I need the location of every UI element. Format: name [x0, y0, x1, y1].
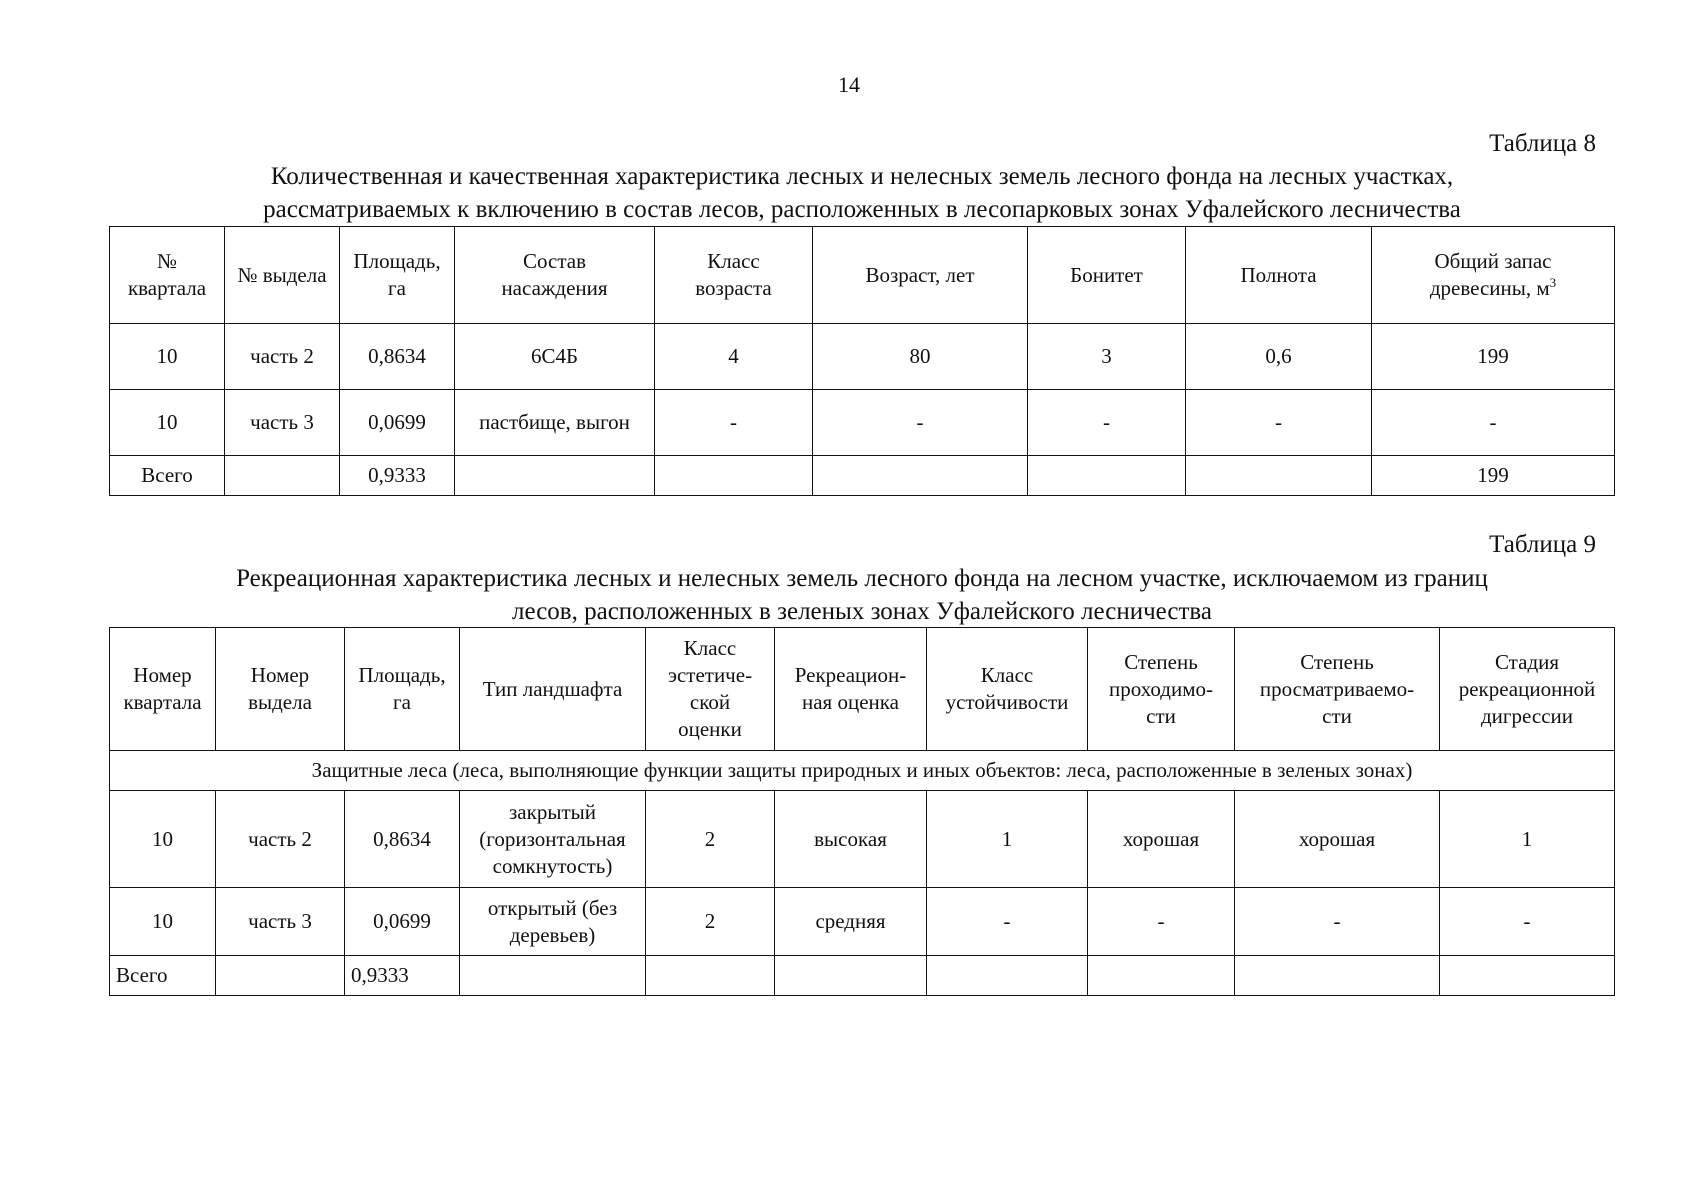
header-sostav: Состав насаждения: [455, 227, 655, 324]
cell-area: 0,8634: [340, 324, 455, 390]
cell-visibility: -: [1235, 888, 1440, 956]
total-zapas: 199: [1372, 456, 1615, 496]
cell-passability: -: [1088, 888, 1235, 956]
cell-kvartal: 10: [110, 324, 225, 390]
table9-total-row: [110, 956, 1615, 996]
header-landscape: Тип ландшафта: [460, 628, 646, 751]
table8-label: Таблица 8: [1489, 130, 1596, 157]
table9-title-line2: лесов, расположенных в зеленых зонах Уфалейского лесничества: [512, 598, 1212, 625]
cell-aesthetic: 2: [646, 888, 775, 956]
cell-kvartal: 10: [110, 888, 216, 956]
cell-visibility: хорошая: [1235, 791, 1440, 888]
cell-polnota: -: [1186, 390, 1372, 456]
cell-stability: -: [927, 888, 1088, 956]
section-title: Защитные леса (леса, выполняющие функции защиты природных и иных объектов: леса, расположенные в зеленых зонах): [110, 751, 1615, 791]
table-row: [110, 791, 1615, 888]
header-age-class: Класс возраста: [655, 227, 813, 324]
cell-age: 80: [813, 324, 1028, 390]
cell-recreation: высокая: [775, 791, 927, 888]
cell-age-class: -: [655, 390, 813, 456]
table8-title-line2: рассматриваемых к включению в состав лесов, расположенных в лесопарковых зонах Уфалейского лесничества: [263, 196, 1461, 223]
total-label: Всего: [110, 456, 225, 496]
total-empty: [813, 456, 1028, 496]
cell-stability: 1: [927, 791, 1088, 888]
table-row: [110, 324, 1615, 390]
cell-vydel: часть 2: [225, 324, 340, 390]
header-polnota: Полнота: [1186, 227, 1372, 324]
cell-vydel: часть 2: [216, 791, 345, 888]
cell-kvartal: 10: [110, 791, 216, 888]
cell-polnota: 0,6: [1186, 324, 1372, 390]
cell-landscape: открытый (без деревьев): [460, 888, 646, 956]
table9-section-row: [110, 751, 1615, 791]
table9-title-line1: Рекреационная характеристика лесных и нелесных земель лесного фонда на лесном участке, исключаемом из границ: [236, 565, 1488, 592]
header-digression: Стадия рекреационной дигрессии: [1440, 628, 1615, 751]
header-passability: Степень проходимо- сти: [1088, 628, 1235, 751]
cell-area: 0,8634: [345, 791, 460, 888]
total-vydel: [225, 456, 340, 496]
total-empty: [1186, 456, 1372, 496]
header-kvartal: Номер квартала: [110, 628, 216, 751]
total-empty: [1235, 956, 1440, 996]
total-empty: [455, 456, 655, 496]
total-empty: [1028, 456, 1186, 496]
header-area: Площадь, га: [340, 227, 455, 324]
total-empty: [927, 956, 1088, 996]
header-age: Возраст, лет: [813, 227, 1028, 324]
table8-total-row: [110, 456, 1615, 496]
header-vydel: Номер выдела: [216, 628, 345, 751]
table9-label: Таблица 9: [1489, 531, 1596, 558]
cell-area: 0,0699: [345, 888, 460, 956]
table9-title: [110, 562, 1614, 628]
cell-digression: 1: [1440, 791, 1615, 888]
cell-sostav: пастбище, выгон: [455, 390, 655, 456]
header-recreation: Рекреацион- ная оценка: [775, 628, 927, 751]
header-bonitet: Бонитет: [1028, 227, 1186, 324]
total-area: 0,9333: [345, 956, 460, 996]
total-label: Всего: [110, 956, 216, 996]
total-vydel: [216, 956, 345, 996]
cell-recreation: средняя: [775, 888, 927, 956]
header-aesthetic: Класс эстетиче- ской оценки: [646, 628, 775, 751]
table8: [109, 226, 1615, 496]
cell-age-class: 4: [655, 324, 813, 390]
table8-header-row: [110, 227, 1615, 324]
cell-aesthetic: 2: [646, 791, 775, 888]
cell-vydel: часть 3: [225, 390, 340, 456]
cell-digression: -: [1440, 888, 1615, 956]
total-area: 0,9333: [340, 456, 455, 496]
cell-landscape: закрытый (горизонтальная сомкнутость): [460, 791, 646, 888]
header-stability: Класс устойчивости: [927, 628, 1088, 751]
total-empty: [460, 956, 646, 996]
total-empty: [775, 956, 927, 996]
table-row: [110, 888, 1615, 956]
total-empty: [1088, 956, 1235, 996]
header-visibility: Степень просматриваемо- сти: [1235, 628, 1440, 751]
cell-bonitet: 3: [1028, 324, 1186, 390]
cell-sostav: 6С4Б: [455, 324, 655, 390]
table8-title-line1: Количественная и качественная характеристика лесных и нелесных земель лесного фонда на лесных участках,: [270, 163, 1454, 190]
cell-kvartal: 10: [110, 390, 225, 456]
header-kvartal: № квартала: [110, 227, 225, 324]
table-row: [110, 390, 1615, 456]
table8-title: [110, 160, 1614, 226]
total-empty: [646, 956, 775, 996]
cell-vydel: часть 3: [216, 888, 345, 956]
cell-area: 0,0699: [340, 390, 455, 456]
table9: [109, 627, 1615, 996]
cell-passability: хорошая: [1088, 791, 1235, 888]
total-empty: [655, 456, 813, 496]
header-zapas: Общий запас древесины, $м^3$: [1372, 227, 1615, 324]
cell-zapas: -: [1372, 390, 1615, 456]
page-number: 14: [838, 72, 860, 97]
header-vydel: № выдела: [225, 227, 340, 324]
header-area: Площадь, га: [345, 628, 460, 751]
cell-bonitet: -: [1028, 390, 1186, 456]
cell-zapas: 199: [1372, 324, 1615, 390]
table9-header-row: [110, 628, 1615, 751]
cell-age: -: [813, 390, 1028, 456]
total-empty: [1440, 956, 1615, 996]
